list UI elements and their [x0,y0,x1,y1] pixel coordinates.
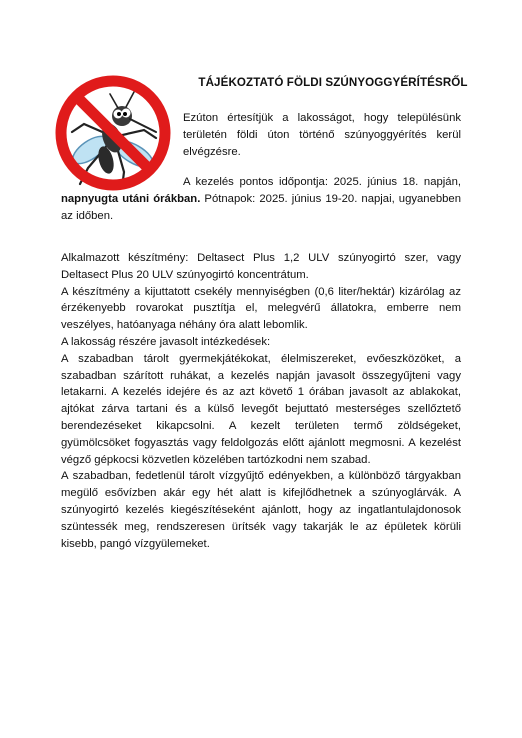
product-name-line: Alkalmazott készítmény: Deltasect Plus 1,2 ULV szúnyogirtó szer, vagy Deltasect Plus 20 ULV szúnyogirtó koncentrátum. [61,252,461,281]
schedule-paragraph [61,174,461,224]
schedule-text: A kezelés pontos időpontja: 2025. június 18. napján, [183,176,461,188]
measures-paragraph [61,334,461,552]
product-safety-line: A készítmény a kijuttatott csekély mennyiségben (0,6 liter/hektár) kizárólag az érzékenyebb rovarokat pusztítja el, melegvérű állatokra, emberre nem veszélyes, hatóanyaga néhány óra alatt lebomlik. [61,285,461,332]
intro-paragraph: Ezúton értesítjük a lakosságot, hogy településünk területén földi úton történő szúnyoggyérítés kerül elvégzésre. [183,112,461,158]
schedule-backup-days: Pótnapok: 2025. június 19-20. napjai, ugyanebben az időben. [61,192,461,222]
larvae-prevention-text: A szabadban, fedetlenül tárolt vízgyűjtő edényekben, a különböző tárgyakban megülő esővízben akár egy hét alatt is kifejlődhetnek a szúnyoglárvák. A szúnyogirtó kezelés kiegészítéseként ajánlott, hogy az ingatlantulajdonosok szüntessék meg, rendszeresen ürítsék vagy takarják le az épületek körüli kisebb, pangó vízgyülemeket. [61,470,461,550]
document-title: TÁJÉKOZTATÓ FÖLDI SZÚNYOGGYÉRÍTÉSRŐL [198,76,468,89]
measures-heading: A lakosság részére javasolt intézkedések: [61,336,271,348]
schedule-time-highlight: napnyugta utáni órákban. [61,192,201,205]
product-paragraph [61,250,461,334]
measures-recommendations: A szabadban tárolt gyermekjátékokat, élelmiszereket, evőeszközöket, a szabadban szárított ruhákat, a kezelés napján javasolt összegyűjteni vagy letakarni. A kezelés idejére és az azt követő 1 órában javasolt az ablakokat, ajtókat zárva tartani és a külső levegőt bejuttató mesterséges szellőztető berendezéseket kikapcsolni. A kezelt területen termő zöldségeket, gyümölcsöket fogyasztás vagy feldolgozás előtt ajánlott megmosni. A kezelést végző gépkocsi közvetlen közelében tartózkodni nem szabad. [61,352,461,466]
